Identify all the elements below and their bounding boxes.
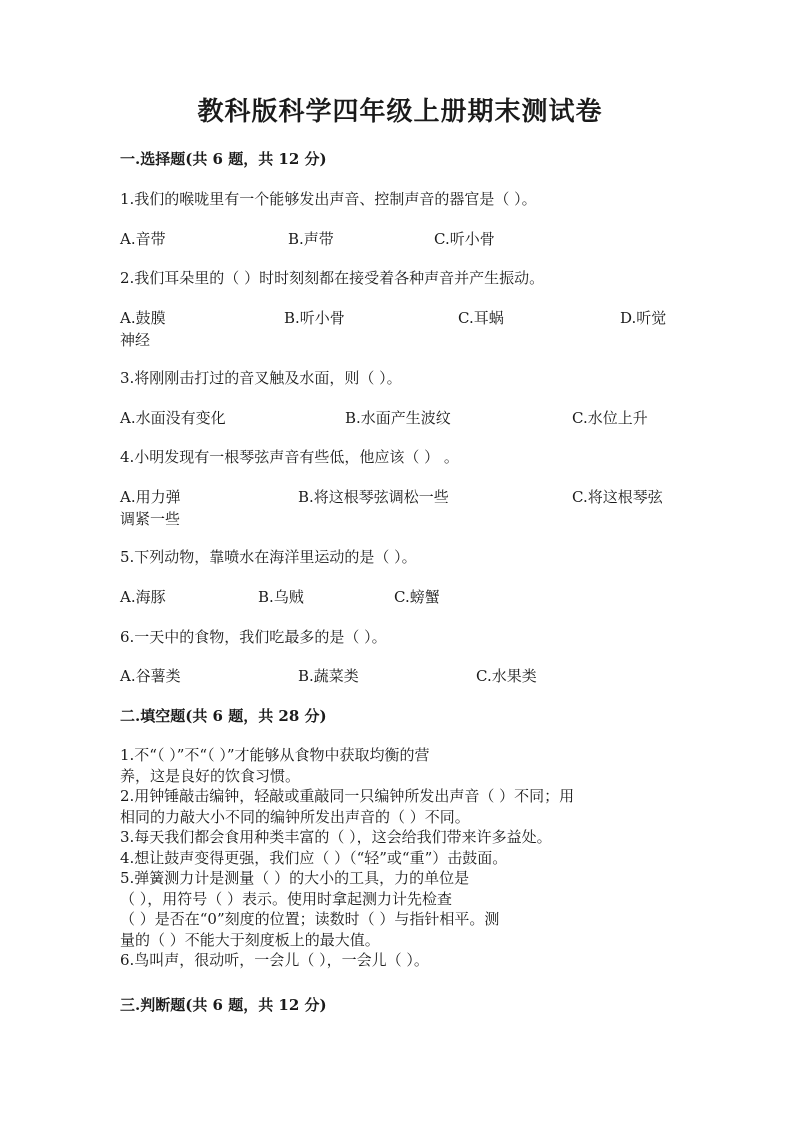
option-b: B.水面产生波纹 [345,409,451,427]
option-a: A.谷薯类 [120,667,181,685]
section-heading-fill: 二.填空题(共 6 题，共 28 分) [120,707,327,725]
option-a: A.音带 [120,230,166,248]
fill-line: （ ）是否在“0”刻度的位置；读数时（ ）与指针相平。测 [120,910,500,928]
option-c: C.听小骨 [434,230,495,248]
question-1: 1.我们的喉咙里有一个能够发出声音、控制声音的器官是（ ）。 [120,190,537,208]
option-c: C.水位上升 [572,409,648,427]
fill-line: 2.用钟锤敲击编钟，轻敲或重敲同一只编钟所发出声音（ ）不同；用 [120,787,575,805]
option-d-continued: 神经 [120,331,151,349]
question-4: 4.小明发现有一根琴弦声音有些低，他应该（ ） 。 [120,448,459,466]
fill-line: 养，这是良好的饮食习惯。 [120,766,301,785]
option-c: C.水果类 [476,667,537,685]
question-5-options [120,586,680,630]
question-6-options [120,665,680,709]
option-b: B.乌贼 [258,588,304,606]
fill-line: 4.想让鼓声变得更强，我们应（ ）（“轻”或“重”）击鼓面。 [120,848,508,867]
question-3: 3.将刚刚击打过的音叉触及水面，则（ ）。 [120,369,402,387]
question-5: 5.下列动物，靠喷水在海洋里运动的是（ ）。 [120,548,417,566]
option-d: D.听觉 [620,309,667,327]
question-6: 6.一天中的食物，我们吃最多的是（ ）。 [120,628,387,646]
option-c: C.耳蜗 [458,309,504,327]
fill-line: （ ），用符号（ ）表示。使用时拿起测力计先检查 [120,889,453,908]
fill-line: 量的（ ）不能大于刻度板上的最大值。 [120,930,380,949]
question-1-options [120,228,680,272]
option-c-continued: 调紧一些 [120,510,181,528]
option-a: A.鼓膜 [120,309,166,327]
option-b: B.将这根琴弦调松一些 [298,488,449,506]
fill-line: 6.鸟叫声，很动听，一会儿（ ），一会儿（ ）。 [120,951,429,969]
option-a: A.海豚 [120,588,166,606]
option-b: B.听小骨 [284,309,345,327]
option-c: C.将这根琴弦 [572,488,663,506]
option-b: B.蔬菜类 [298,667,359,685]
fill-in-questions [120,745,685,971]
fill-line: 5.弹簧测力计是测量（ ）的大小的工具，力的单位是 [120,869,470,887]
exam-title: 教科版科学四年级上册期末测试卷 [197,97,603,127]
option-a: A.水面没有变化 [120,409,226,427]
fill-line: 相同的力敲大小不同的编钟所发出声音的（ ）不同。 [120,807,470,826]
question-3-options [120,407,680,451]
fill-line: 1.不“（ ）”不“（ ）”才能够从食物中获取均衡的营 [120,746,430,764]
option-c: C.螃蟹 [394,588,440,606]
section-heading-judge: 三.判断题(共 6 题，共 12 分) [120,996,327,1014]
option-b: B.声带 [288,230,334,248]
fill-line: 3.每天我们都会食用种类丰富的（ ），这会给我们带来许多益处。 [120,828,552,846]
question-2-options [120,307,680,351]
option-a: A.用力弹 [120,488,181,506]
question-2: 2.我们耳朵里的（ ）时时刻刻都在接受着各种声音并产生振动。 [120,269,545,287]
section-heading-choice: 一.选择题(共 6 题，共 12 分) [120,150,327,168]
question-4-options [120,486,680,530]
